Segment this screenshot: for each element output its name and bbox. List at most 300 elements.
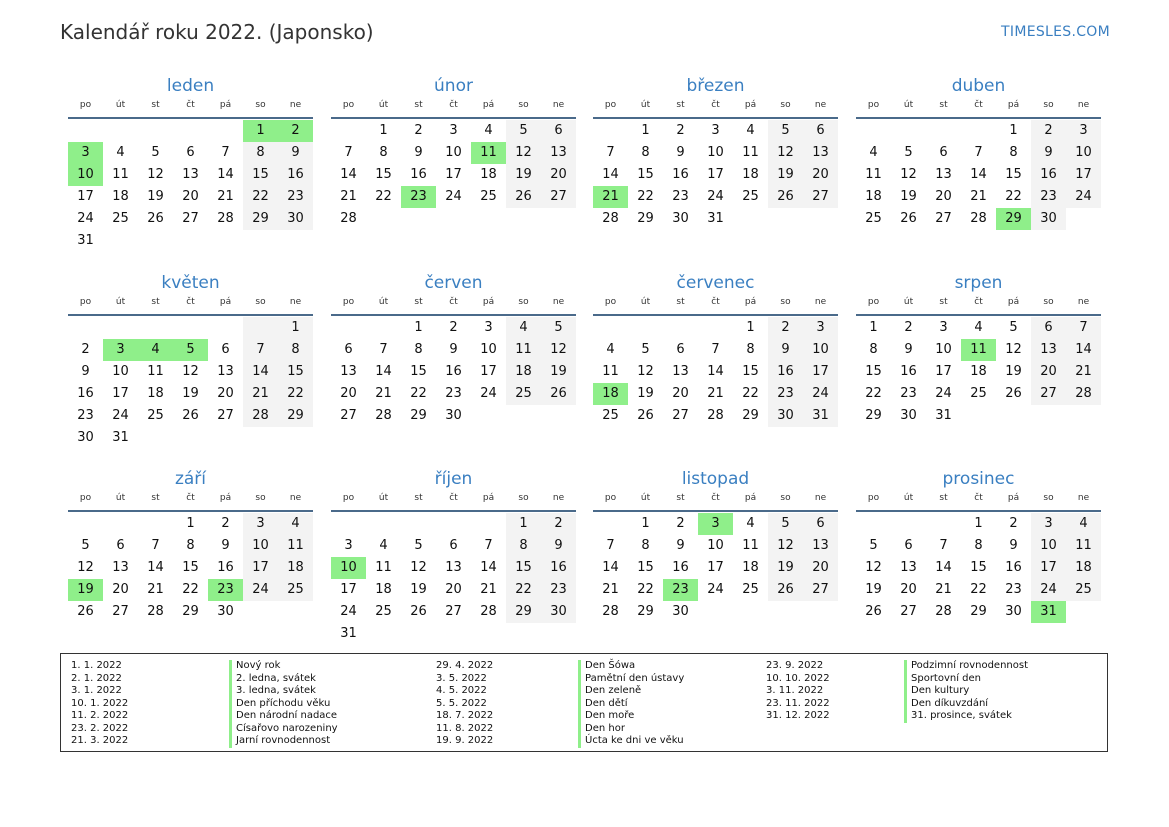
day-cell: 3 [344, 538, 353, 553]
day-cell: 21 [602, 582, 619, 597]
weekday-label: út [115, 100, 126, 110]
legend-dates-column [71, 660, 128, 748]
week-row [593, 405, 838, 427]
empty-day-cell [803, 208, 838, 230]
day-cell: 14 [602, 560, 619, 575]
day-cell: 22 [182, 582, 199, 597]
day-cell: 13 [340, 364, 357, 379]
weekday-label: pá [482, 297, 495, 307]
legend-dates-column [436, 660, 493, 748]
month-block [331, 269, 576, 427]
day-cell: 6 [344, 342, 353, 357]
week-row [593, 164, 838, 186]
day-cell: 18 [1066, 557, 1101, 579]
empty-day-cell [593, 120, 628, 142]
week-row [331, 339, 576, 361]
holiday-day-cell: 11 [471, 142, 506, 164]
weekday-label: so [518, 100, 529, 110]
legend-names-column [912, 660, 1028, 723]
month-block [68, 72, 313, 252]
day-cell: 10 [803, 339, 838, 361]
holiday-day-cell: 19 [68, 579, 103, 601]
day-cell: 16 [768, 361, 803, 383]
weekday-label: pá [482, 493, 495, 503]
day-cell: 8 [1009, 145, 1018, 160]
empty-day-cell [803, 601, 838, 623]
empty-day-cell [366, 513, 401, 535]
day-cell: 6 [803, 513, 838, 535]
weekday-label: st [414, 493, 423, 503]
day-cell: 4 [379, 538, 388, 553]
week-row [856, 383, 1101, 405]
day-cell: 7 [974, 145, 983, 160]
weekday-label: so [1043, 493, 1054, 503]
week-row [68, 208, 313, 230]
weekday-label: pá [219, 493, 232, 503]
weekday-label: po [867, 493, 880, 503]
day-cell: 11 [742, 538, 759, 553]
day-cell: 29 [410, 408, 427, 423]
day-cell: 8 [641, 538, 650, 553]
day-cell: 28 [935, 604, 952, 619]
weekday-label: út [903, 100, 914, 110]
day-cell: 31 [803, 405, 838, 427]
day-cell: 31 [935, 408, 952, 423]
weekday-label: út [640, 100, 651, 110]
holiday-day-cell: 4 [138, 339, 173, 361]
day-cell: 2 [1031, 120, 1066, 142]
day-cell: 19 [182, 386, 199, 401]
day-cell: 23 [672, 189, 689, 204]
day-cell: 10 [1066, 142, 1101, 164]
day-cell: 12 [182, 364, 199, 379]
weekday-label: čt [974, 100, 983, 110]
day-cell: 2 [904, 320, 913, 335]
day-cell: 6 [116, 538, 125, 553]
day-cell: 9 [904, 342, 913, 357]
empty-day-cell [471, 623, 506, 645]
day-cell: 26 [768, 579, 803, 601]
empty-day-cell [506, 623, 541, 645]
week-row [593, 579, 838, 601]
weekday-label: so [518, 297, 529, 307]
legend-names-column [586, 660, 684, 748]
day-cell: 15 [243, 164, 278, 186]
day-cell: 20 [182, 189, 199, 204]
month-name: květen [161, 273, 220, 293]
day-cell: 9 [1031, 142, 1066, 164]
legend-date: 10. 10. 2022 [766, 672, 830, 684]
empty-day-cell [103, 120, 138, 142]
day-cell: 15 [637, 167, 654, 182]
day-cell: 25 [375, 604, 392, 619]
weekday-label: po [867, 297, 880, 307]
day-cell: 20 [541, 164, 576, 186]
week-row [331, 186, 576, 208]
legend-date: 3. 5. 2022 [436, 672, 487, 684]
weekday-label: pá [744, 100, 757, 110]
empty-day-cell [366, 623, 401, 645]
holiday-day-cell: 18 [593, 383, 628, 405]
empty-day-cell [541, 208, 576, 230]
empty-day-cell [436, 208, 471, 230]
month-name: červen [424, 273, 483, 293]
empty-day-cell [926, 120, 961, 142]
day-cell: 24 [1066, 186, 1101, 208]
empty-day-cell [138, 427, 173, 449]
weekday-header [593, 296, 838, 316]
empty-day-cell [961, 120, 996, 142]
weekday-label: pá [1007, 100, 1020, 110]
weekday-label: po [604, 297, 617, 307]
day-cell: 23 [900, 386, 917, 401]
day-cell: 17 [340, 582, 357, 597]
day-cell: 15 [970, 560, 987, 575]
day-cell: 7 [606, 538, 615, 553]
day-cell: 20 [803, 557, 838, 579]
empty-day-cell [541, 405, 576, 427]
month-name: leden [166, 76, 215, 96]
day-cell: 15 [410, 364, 427, 379]
day-cell: 7 [484, 538, 493, 553]
day-cell: 21 [935, 582, 952, 597]
day-cell: 30 [1005, 604, 1022, 619]
day-cell: 12 [147, 167, 164, 182]
week-row [331, 361, 576, 383]
week-row [331, 535, 576, 557]
week-row [331, 513, 576, 535]
weekday-header [331, 99, 576, 119]
empty-day-cell [103, 317, 138, 339]
week-row [593, 601, 838, 623]
day-cell: 20 [672, 386, 689, 401]
week-row [331, 557, 576, 579]
weekday-label: pá [744, 493, 757, 503]
day-cell: 19 [410, 582, 427, 597]
day-cell: 18 [278, 557, 313, 579]
weekday-label: ne [1077, 100, 1090, 110]
week-row [68, 513, 313, 535]
weekday-label: po [342, 100, 355, 110]
day-cell: 16 [445, 364, 462, 379]
week-row [68, 601, 313, 623]
day-cell: 8 [974, 538, 983, 553]
weekday-header [856, 296, 1101, 316]
day-cell: 19 [506, 164, 541, 186]
empty-day-cell [278, 230, 313, 252]
day-cell: 28 [707, 408, 724, 423]
weekday-label: po [604, 100, 617, 110]
brand-link[interactable]: TIMESLES.COM [1001, 24, 1110, 40]
day-cell: 13 [900, 560, 917, 575]
day-cell: 7 [221, 145, 230, 160]
weekday-header [593, 99, 838, 119]
holiday-day-cell: 10 [331, 557, 366, 579]
day-cell: 13 [672, 364, 689, 379]
day-cell: 8 [869, 342, 878, 357]
legend-holiday-name: Den kultury [904, 685, 1028, 698]
empty-day-cell [541, 623, 576, 645]
day-cell: 7 [379, 342, 388, 357]
empty-day-cell [138, 317, 173, 339]
day-cell: 14 [970, 167, 987, 182]
empty-day-cell [243, 427, 278, 449]
legend-date: 23. 11. 2022 [766, 697, 830, 709]
day-cell: 29 [637, 211, 654, 226]
day-cell: 4 [116, 145, 125, 160]
day-cell: 30 [217, 604, 234, 619]
weekday-label: ne [814, 493, 827, 503]
holiday-day-cell: 1 [243, 120, 278, 142]
day-cell: 27 [112, 604, 129, 619]
day-cell: 11 [602, 364, 619, 379]
day-cell: 10 [480, 342, 497, 357]
weekday-label: st [151, 493, 160, 503]
day-cell: 17 [445, 167, 462, 182]
empty-day-cell [471, 208, 506, 230]
day-cell: 10 [707, 145, 724, 160]
month-name: duben [951, 76, 1006, 96]
day-cell: 16 [541, 557, 576, 579]
day-cell: 27 [182, 211, 199, 226]
day-cell: 28 [217, 211, 234, 226]
day-cell: 13 [182, 167, 199, 182]
day-cell: 25 [480, 189, 497, 204]
week-row [331, 120, 576, 142]
month-block [856, 465, 1101, 623]
day-cell: 24 [77, 211, 94, 226]
weekday-label: čt [186, 297, 195, 307]
day-cell: 25 [506, 383, 541, 405]
day-cell: 11 [278, 535, 313, 557]
weekday-label: ne [1077, 493, 1090, 503]
day-cell: 12 [410, 560, 427, 575]
day-cell: 8 [506, 535, 541, 557]
week-row [331, 208, 576, 230]
week-row [856, 557, 1101, 579]
legend-date: 11. 2. 2022 [71, 710, 129, 721]
weekday-label: út [640, 493, 651, 503]
empty-day-cell [331, 317, 366, 339]
day-cell: 12 [768, 535, 803, 557]
weekday-label: čt [974, 493, 983, 503]
day-cell: 9 [278, 142, 313, 164]
weekday-label: čt [186, 100, 195, 110]
week-row [593, 557, 838, 579]
day-cell: 30 [900, 408, 917, 423]
day-cell: 14 [935, 560, 952, 575]
day-cell: 9 [414, 145, 423, 160]
week-row [856, 361, 1101, 383]
legend-holiday-name: Podzimní rovnodennost [904, 660, 1028, 673]
day-cell: 26 [637, 408, 654, 423]
day-cell: 1 [278, 317, 313, 339]
week-row [68, 164, 313, 186]
weekday-label: st [151, 297, 160, 307]
day-cell: 25 [147, 408, 164, 423]
weekday-label: po [867, 100, 880, 110]
week-row [856, 339, 1101, 361]
day-cell: 26 [182, 408, 199, 423]
week-row [68, 535, 313, 557]
day-cell: 20 [935, 189, 952, 204]
legend-date: 23. 2. 2022 [71, 722, 129, 734]
day-cell: 2 [414, 123, 423, 138]
empty-day-cell [68, 513, 103, 535]
day-cell: 9 [768, 339, 803, 361]
day-cell: 5 [641, 342, 650, 357]
day-cell: 28 [602, 604, 619, 619]
day-cell: 26 [900, 211, 917, 226]
legend-date: 10. 1. 2022 [71, 697, 129, 709]
week-row [68, 557, 313, 579]
day-cell: 8 [379, 145, 388, 160]
month-name: říjen [434, 469, 473, 489]
month-name: srpen [954, 273, 1003, 293]
weekday-label: čt [449, 297, 458, 307]
month-name: prosinec [942, 469, 1015, 489]
weekday-label: út [115, 493, 126, 503]
day-cell: 2 [449, 320, 458, 335]
empty-day-cell [733, 601, 768, 623]
day-cell: 24 [1031, 579, 1066, 601]
day-cell: 6 [186, 145, 195, 160]
day-cell: 11 [506, 339, 541, 361]
weekday-label: čt [711, 297, 720, 307]
day-cell: 3 [449, 123, 458, 138]
legend-holiday-name: 2. ledna, svátek [229, 673, 338, 686]
day-cell: 26 [506, 186, 541, 208]
holiday-day-cell: 29 [996, 208, 1031, 230]
day-cell: 30 [672, 211, 689, 226]
empty-day-cell [208, 120, 243, 142]
weekday-label: st [151, 100, 160, 110]
day-cell: 27 [340, 408, 357, 423]
day-cell: 17 [480, 364, 497, 379]
week-row [331, 164, 576, 186]
day-cell: 12 [541, 339, 576, 361]
day-cell: 27 [1031, 383, 1066, 405]
day-cell: 6 [541, 120, 576, 142]
day-cell: 23 [768, 383, 803, 405]
day-cell: 6 [939, 145, 948, 160]
day-cell: 15 [278, 361, 313, 383]
month-block [331, 72, 576, 230]
day-cell: 10 [935, 342, 952, 357]
day-cell: 5 [768, 120, 803, 142]
day-cell: 16 [410, 167, 427, 182]
week-row [593, 361, 838, 383]
day-cell: 19 [637, 386, 654, 401]
day-cell: 29 [243, 208, 278, 230]
empty-day-cell [961, 405, 996, 427]
week-row [68, 427, 313, 449]
day-cell: 8 [641, 145, 650, 160]
day-cell: 22 [637, 582, 654, 597]
day-cell: 13 [1031, 339, 1066, 361]
weekday-label: pá [482, 100, 495, 110]
weekday-header [593, 492, 838, 512]
day-cell: 27 [900, 604, 917, 619]
empty-day-cell [331, 120, 366, 142]
day-cell: 24 [340, 604, 357, 619]
day-cell: 7 [1066, 317, 1101, 339]
day-cell: 22 [278, 383, 313, 405]
day-cell: 2 [81, 342, 90, 357]
weekday-label: po [79, 297, 92, 307]
empty-day-cell [506, 208, 541, 230]
weekday-label: ne [552, 100, 565, 110]
day-cell: 10 [707, 538, 724, 553]
legend-date: 31. 12. 2022 [766, 710, 830, 721]
week-row [68, 317, 313, 339]
day-cell: 18 [112, 189, 129, 204]
legend-holiday-name: Úcta ke dni ve věku [578, 735, 684, 748]
day-cell: 4 [869, 145, 878, 160]
weekday-label: so [1043, 100, 1054, 110]
day-cell: 22 [637, 189, 654, 204]
weekday-label: ne [289, 100, 302, 110]
empty-day-cell [138, 230, 173, 252]
legend-holiday-name: Den dětí [578, 698, 684, 711]
weekday-header [331, 296, 576, 316]
day-cell: 13 [445, 560, 462, 575]
day-cell: 10 [243, 535, 278, 557]
empty-day-cell [663, 317, 698, 339]
day-cell: 8 [746, 342, 755, 357]
day-cell: 18 [742, 167, 759, 182]
month-name: červenec [676, 273, 755, 293]
day-cell: 22 [375, 189, 392, 204]
day-cell: 12 [637, 364, 654, 379]
day-cell: 23 [77, 408, 94, 423]
weekday-label: so [780, 100, 791, 110]
empty-day-cell [138, 120, 173, 142]
day-cell: 30 [445, 408, 462, 423]
week-row [856, 120, 1101, 142]
day-cell: 21 [217, 189, 234, 204]
day-cell: 21 [243, 383, 278, 405]
weekday-header [68, 296, 313, 316]
day-cell: 9 [1009, 538, 1018, 553]
day-cell: 2 [1009, 516, 1018, 531]
day-cell: 9 [221, 538, 230, 553]
day-cell: 31 [707, 211, 724, 226]
day-cell: 6 [1031, 317, 1066, 339]
week-row [68, 383, 313, 405]
day-cell: 26 [768, 186, 803, 208]
day-cell: 18 [970, 364, 987, 379]
legend-date: 29. 4. 2022 [436, 660, 494, 671]
week-row [856, 513, 1101, 535]
day-cell: 22 [970, 582, 987, 597]
day-cell: 2 [221, 516, 230, 531]
day-cell: 12 [900, 167, 917, 182]
week-row [593, 339, 838, 361]
day-cell: 19 [147, 189, 164, 204]
day-cell: 11 [147, 364, 164, 379]
day-cell: 15 [506, 557, 541, 579]
weekday-header [331, 492, 576, 512]
day-cell: 4 [278, 513, 313, 535]
day-cell: 15 [742, 364, 759, 379]
weekday-header [68, 99, 313, 119]
day-cell: 17 [1031, 557, 1066, 579]
day-cell: 19 [541, 361, 576, 383]
empty-day-cell [1066, 601, 1101, 623]
day-cell: 28 [1066, 383, 1101, 405]
weekday-label: út [378, 100, 389, 110]
